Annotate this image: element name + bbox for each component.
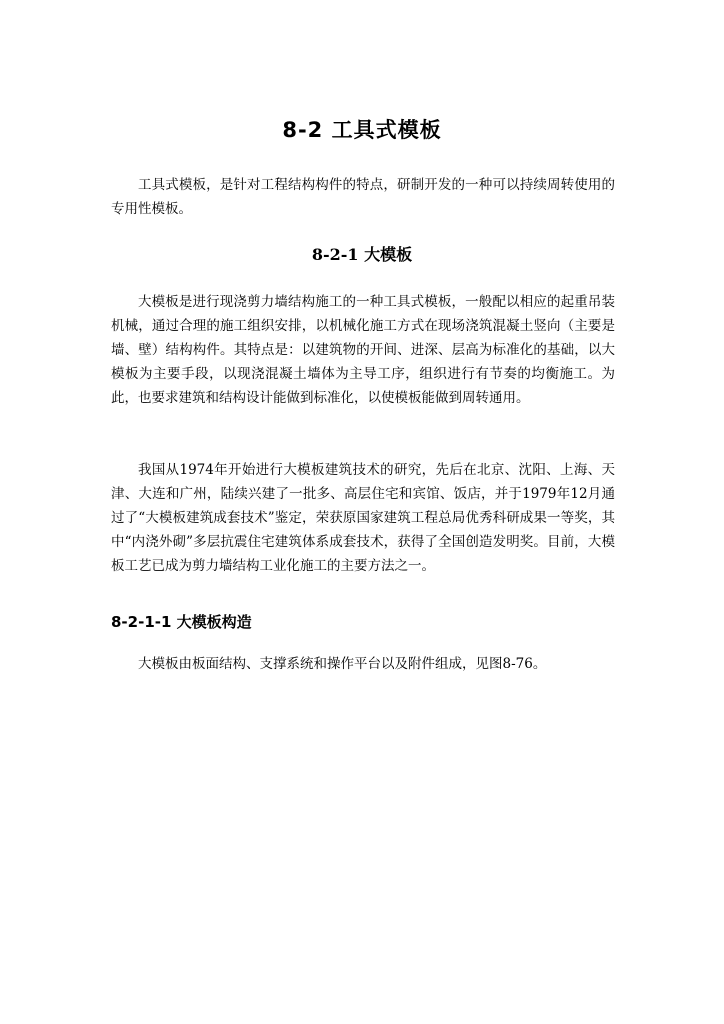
subsubsection-title: 8-2-1-1 大模板构造 [111, 613, 252, 631]
large-formwork-paragraph-2: 我国从1974年开始进行大模板建筑技术的研究，先后在北京、沈阳、上海、天津、大连和广州，陆续兴建了一批多、高层住宅和宾馆、饭店，并于1979年12月通过了“大模板建筑成套技术”鉴定，荣获原国家建筑工程总局优秀科研成果一等奖，其中“内浇外砌”多层抗震住宅建筑体系成套技术，获得了全国创造发明奖。目前，大模板工艺已成为剪力墙结构工业化施工的主要方法之一。 [111, 462, 615, 574]
large-formwork-paragraph-1: 大模板是进行现浇剪力墙结构施工的一种工具式模板，一般配以相应的起重吊装机械，通过合理的施工组织安排，以机械化施工方式在现场浇筑混凝土竖向（主要是墙、壁）结构构件。其特点是：以建筑物的开间、进深、层高为标准化的基础，以大模板为主要手段，以现浇混凝土墙体为主导工序，组织进行有节奏的均衡施工。为此，也要求建筑和结构设计能做到标准化，以使模板能做到周转通用。 [111, 294, 615, 406]
subsection-title: 8-2-1 大模板 [311, 245, 413, 264]
intro-paragraph: 工具式模板，是针对工程结构构件的特点，研制开发的一种可以持续周转使用的专用性模板。 [111, 177, 615, 217]
construction-paragraph: 大模板由板面结构、支撑系统和操作平台以及附件组成，见图8-76。 [138, 656, 547, 672]
section-title: 8-2 工具式模板 [282, 118, 442, 142]
